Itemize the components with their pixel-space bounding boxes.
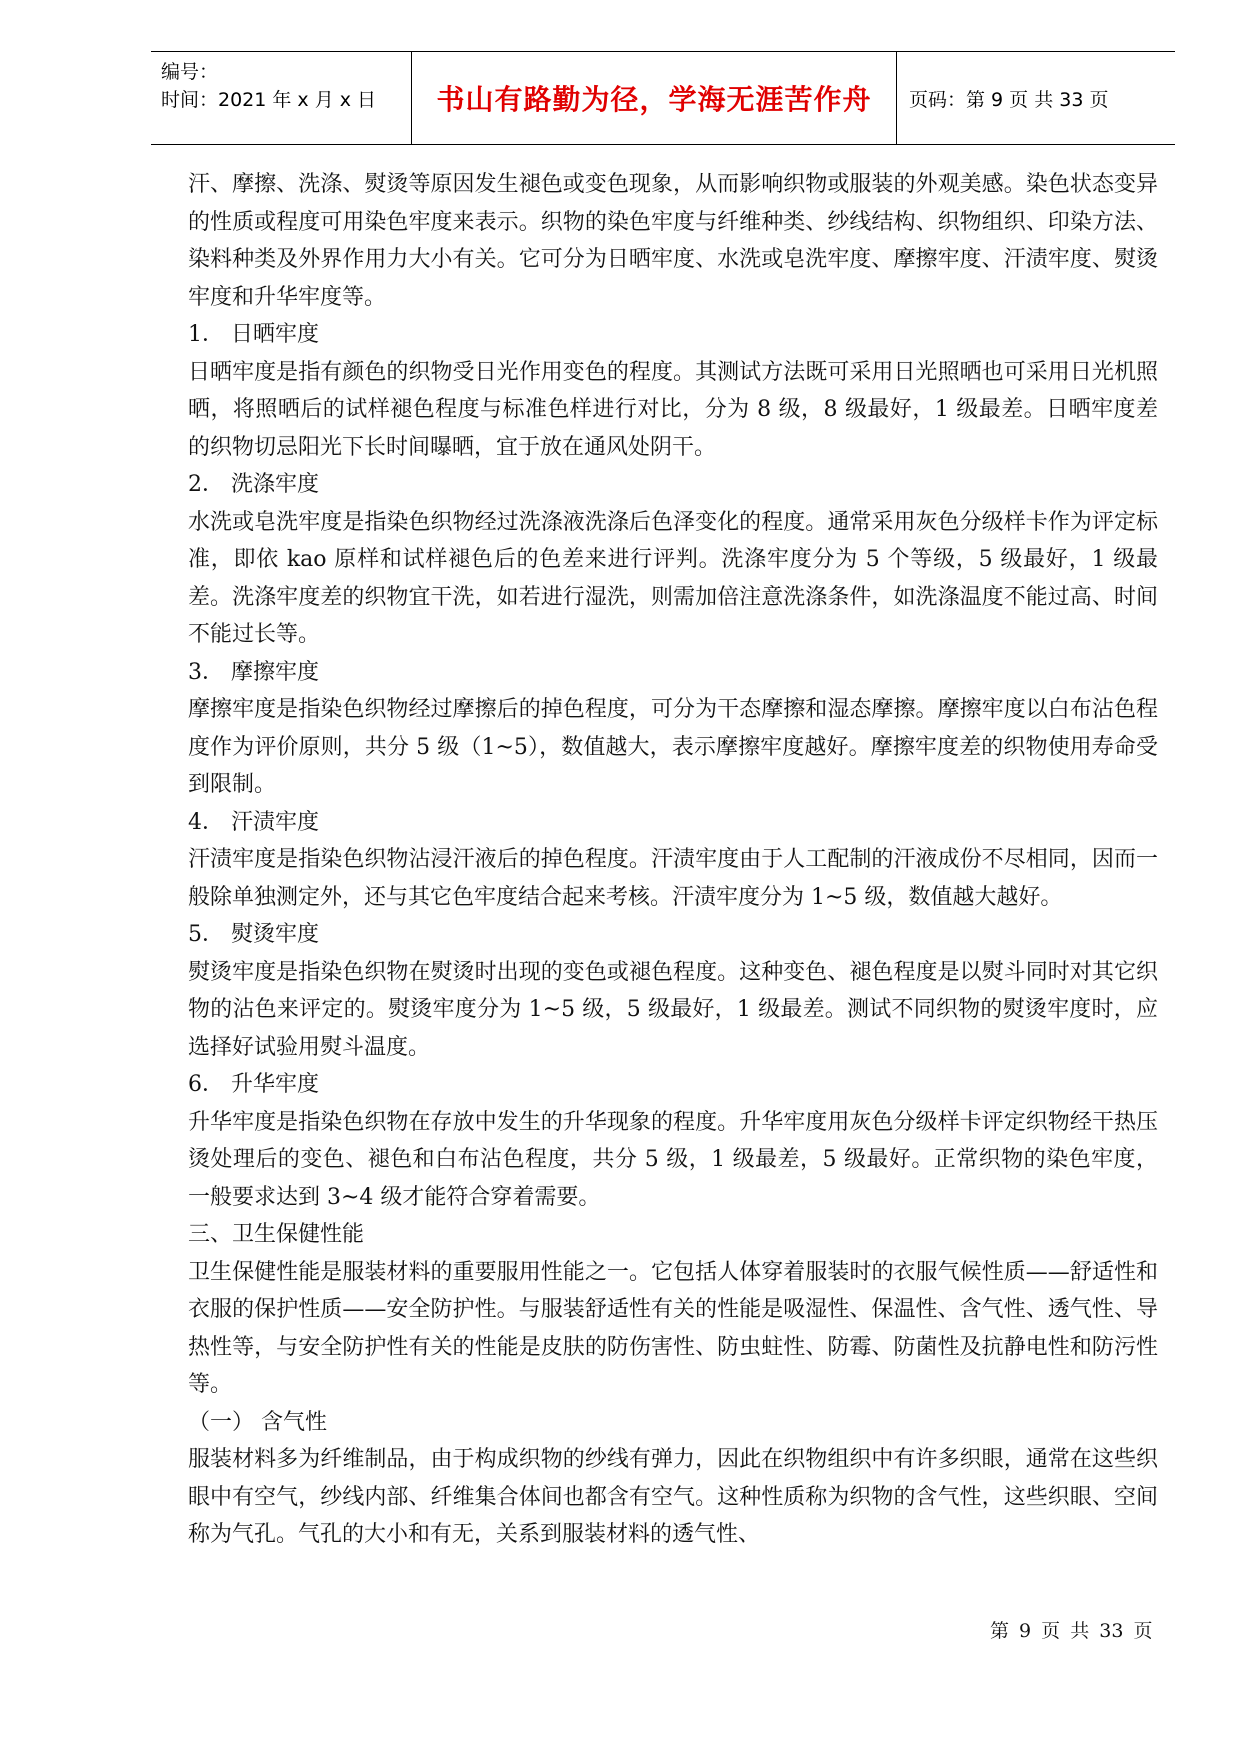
section-heading-perspiration-fastness: 4． 汗渍牢度 — [188, 809, 319, 835]
section-heading-washing-fastness: 2． 洗涤牢度 — [188, 472, 319, 497]
body-paragraph: 汗渍牢度是指染色织物沾浸汗液后的掉色程度。汗渍牢度由于人工配制的汗液成份不尽相同，因而一般除单独测定外，还与其它色牢度结合起来考核。汗渍牢度分为 1~5 级，数值越大越好。 — [188, 847, 1158, 910]
section-heading-air-content: （一） 含气性 — [188, 1409, 327, 1435]
page-footer-number: 第 9 页 共 33 页 — [990, 1620, 1153, 1642]
header-motto-cell — [411, 52, 897, 144]
header-meta — [151, 52, 411, 144]
body-paragraph: 摩擦牢度是指染色织物经过摩擦后的掉色程度，可分为干态摩擦和湿态摩擦。摩擦牢度以白布沾色程度作为评价原则，共分 5 级（1~5），数值越大，表示摩擦牢度越好。摩擦牢度差的织物使用寿命受到限制。 — [188, 697, 1158, 797]
document-time-label: 时间：2021 年 x 月 x 日 — [161, 89, 377, 111]
page-header — [151, 51, 1175, 145]
body-paragraph: 水洗或皂洗牢度是指染色织物经过洗涤液洗涤后色泽变化的程度。通常采用灰色分级样卡作为评定标准，即依 kao 原样和试样褪色后的色差来进行评判。洗涤牢度分为 5 个等级，5 级最好，1 级最差。洗涤牢度差的织物宜干洗，如若进行湿洗，则需加倍注意洗涤条件，如洗涤温度不能过高、时间不能过长等。 — [188, 509, 1158, 647]
section-heading-ironing-fastness: 5． 熨烫牢度 — [188, 922, 319, 947]
body-paragraph: 熨烫牢度是指染色织物在熨烫时出现的变色或褪色程度。这种变色、褪色程度是以熨斗同时对其它织物的沾色来评定的。熨烫牢度分为 1~5 级，5 级最好，1 级最差。测试不同织物的熨烫牢度时，应选择好试验用熨斗温度。 — [188, 959, 1158, 1060]
header-page-cell — [897, 52, 1175, 144]
header-page-number: 页码：第 9 页 共 33 页 — [909, 88, 1109, 111]
body-paragraph: 汗、摩擦、洗涤、熨烫等原因发生褪色或变色现象，从而影响织物或服装的外观美感。染色状态变异的性质或程度可用染色牢度来表示。织物的染色牢度与纤维种类、纱线结构、织物组织、印染方法、染料种类及外界作用力大小有关。它可分为日晒牢度、水洗或皂洗牢度、摩擦牢度、汗渍牢度、熨烫牢度和升华牢度等。 — [188, 172, 1158, 310]
section-heading-sublimation-fastness: 6． 升华牢度 — [188, 1072, 319, 1097]
body-paragraph: 日晒牢度是指有颜色的织物受日光作用变色的程度。其测试方法既可采用日光照晒也可采用日光机照晒，将照晒后的试样褪色程度与标准色样进行对比，分为 8 级，8 级最好，1 级最差。日晒牢度差的织物切忌阳光下长时间曝晒，宜于放在通风处阴干。 — [188, 359, 1158, 460]
body-paragraph: 服装材料多为纤维制品，由于构成织物的纱线有弹力，因此在织物组织中有许多织眼，通常在这些织眼中有空气，纱线内部、纤维集合体间也都含有空气。这种性质称为织物的含气性，这些织眼、空间称为气孔。气孔的大小和有无，关系到服装材料的透气性、 — [188, 1447, 1158, 1547]
document-number-label: 编号： — [161, 61, 219, 83]
header-motto: 书山有路勤为径，学海无涯苦作舟 — [436, 83, 872, 116]
section-heading-hygiene-performance: 三、卫生保健性能 — [188, 1222, 365, 1247]
body-paragraph: 卫生保健性能是服装材料的重要服用性能之一。它包括人体穿着服装时的衣服气候性质——舒适性和衣服的保护性质——安全防护性。与服装舒适性有关的性能是吸湿性、保温性、含气性、透气性、导热性等，与安全防护性有关的性能是皮肤的防伤害性、防虫蛀性、防霉、防菌性及抗静电性和防污性等。 — [188, 1259, 1158, 1397]
document-body — [188, 166, 1158, 1554]
body-paragraph: 升华牢度是指染色织物在存放中发生的升华现象的程度。升华牢度用灰色分级样卡评定织物经干热压烫处理后的变色、褪色和白布沾色程度，共分 5 级，1 级最差，5 级最好。正常织物的染色牢度，一般要求达到 3~4 级才能符合穿着需要。 — [188, 1109, 1158, 1210]
section-heading-rubbing-fastness: 3． 摩擦牢度 — [188, 659, 319, 685]
section-heading-sunlight-fastness: 1． 日晒牢度 — [188, 322, 319, 347]
